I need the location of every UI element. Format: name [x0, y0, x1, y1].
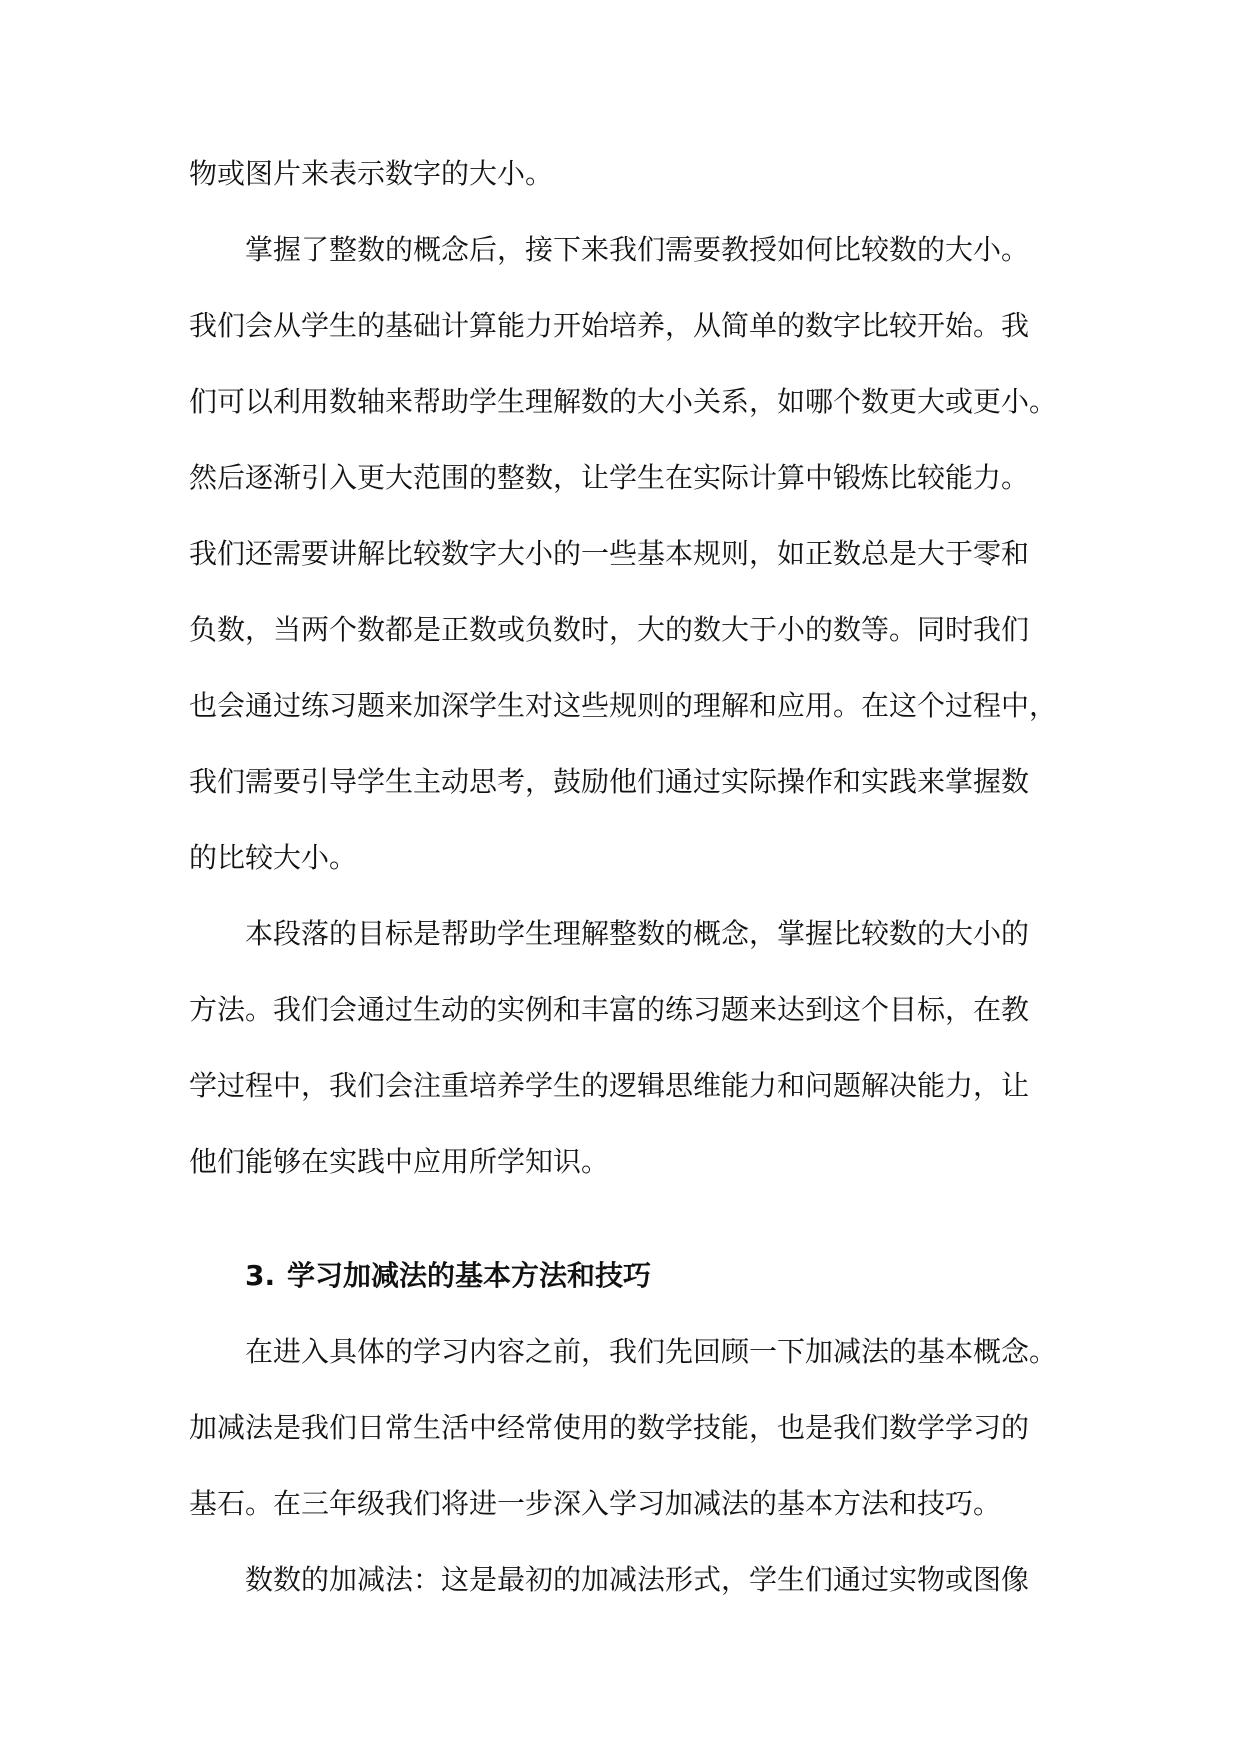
text-line: 学过程中，我们会注重培养学生的逻辑思维能力和问题解决能力，让 [189, 1069, 1030, 1102]
spacer [189, 1200, 1059, 1238]
text-line: 的比较大小。 [189, 841, 358, 874]
text-line: 基石。在三年级我们将进一步深入学习加减法的基本方法和技巧。 [189, 1487, 1002, 1520]
text-line: 我们需要引导学生主动思考，鼓励他们通过实际操作和实践来掌握数 [189, 765, 1030, 798]
text-line: 物或图片来表示数字的大小。 [189, 157, 554, 190]
paragraph-review [189, 1314, 1059, 1542]
text-line: 然后逐渐引入更大范围的整数，让学生在实际计算中锻炼比较能力。 [189, 461, 1030, 494]
document-body [189, 136, 1059, 1618]
text-line: 在进入具体的学习内容之前，我们先回顾一下加减法的基本概念。 [245, 1335, 1058, 1368]
text-line: 加减法是我们日常生活中经常使用的数学技能，也是我们数学学习的 [189, 1411, 1030, 1444]
section-title: 学习加减法的基本方法和技巧 [287, 1259, 652, 1292]
section-heading [189, 1238, 1059, 1314]
text-line: 数数的加减法：这是最初的加减法形式，学生们通过实物或图像 [245, 1563, 1030, 1596]
text-line: 我们会从学生的基础计算能力开始培养，从简单的数字比较开始。我 [189, 309, 1030, 342]
text-line: 负数，当两个数都是正数或负数时，大的数大于小的数等。同时我们 [189, 613, 1030, 646]
text-line: 我们还需要讲解比较数字大小的一些基本规则，如正数总是大于零和 [189, 537, 1030, 570]
text-line: 掌握了整数的概念后，接下来我们需要教授如何比较数的大小。 [245, 233, 1030, 266]
text-line: 也会通过练习题来加深学生对这些规则的理解和应用。在这个过程中， [189, 689, 1058, 722]
text-line: 方法。我们会通过生动的实例和丰富的练习题来达到这个目标，在教 [189, 993, 1030, 1026]
section-number: 3. [245, 1259, 276, 1292]
paragraph-goal [189, 896, 1059, 1200]
paragraph-continuation [189, 136, 1059, 212]
text-line: 本段落的目标是帮助学生理解整数的概念，掌握比较数的大小的 [245, 917, 1030, 950]
paragraph-counting [189, 1542, 1059, 1618]
text-line: 他们能够在实践中应用所学知识。 [189, 1145, 610, 1178]
text-line: 们可以利用数轴来帮助学生理解数的大小关系，如哪个数更大或更小。 [189, 385, 1058, 418]
paragraph-compare-numbers [189, 212, 1059, 896]
